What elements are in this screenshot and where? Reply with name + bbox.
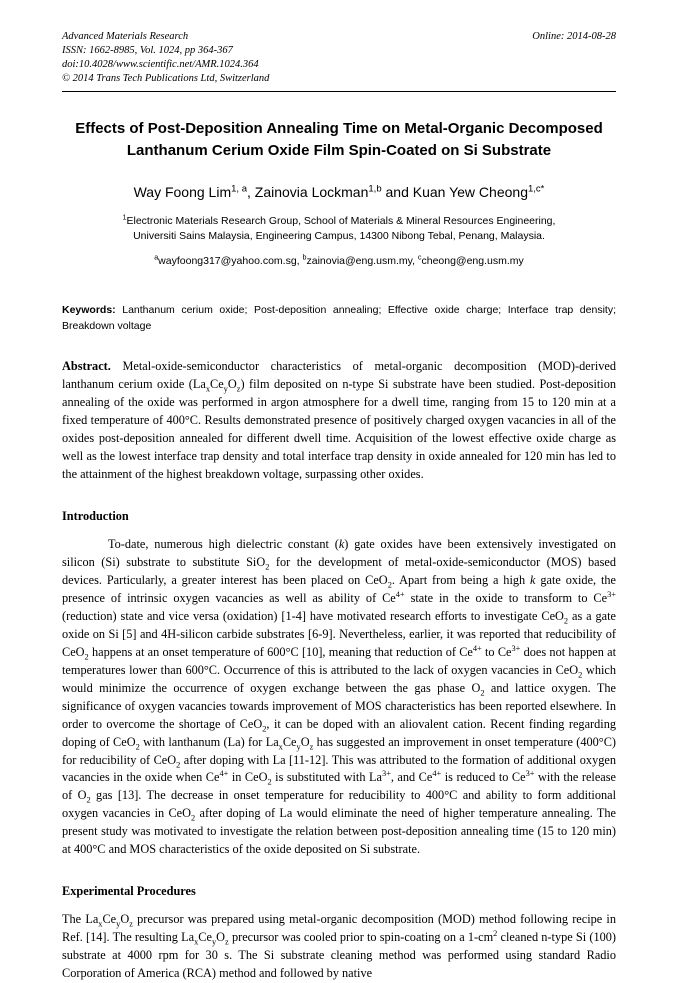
online-date: Online: 2014-08-28 — [532, 31, 616, 42]
author-list: Way Foong Lim$^{1, a}$, Zainovia Lockman$^{1,b}$ and Kuan Yew Cheong$^{1,c*}$ — [133, 183, 545, 201]
affiliation-line-1: $^1$Electronic Materials Research Group, School of Materials & Mineral Resources Engineering, — [122, 213, 556, 227]
page-header — [62, 30, 616, 85]
page-title: Effects of Post-Deposition Annealing Time on Metal-Organic Decomposed Lanthanum Cerium Oxide Film Spin-Coated on Si Substrate — [75, 120, 603, 159]
introduction-paragraph: To-date, numerous high dielectric constant (k) gate oxides have been extensively investigated on silicon (Si) substrate to substitute SiO$_2$ for the development of metal-oxide-semiconductor (MOS) based devices. Particularly, a greater interest has been placed on CeO$_2$. Apart from being a high k gate oxide, the presence of intrinsic oxygen vacancies as well as ability of $Ce^{4+}$ state in the oxide to transform to $Ce^{3+}$ (reduction) state and vice versa (oxidation) [1-4] have motivated research efforts to investigate CeO$_2$ as a gate oxide on Si [5] and 4H-silicon carbide substrates [6-9]. Nevertheless, earlier, it was reported that reducibility of CeO$_2$ happens at an onset temperature of 600°C [10], meaning that reduction of $Ce^{4+}$ to $Ce^{3+}$ does not happen at temperatures lower than 600°C. Occurrence of this is attributed to the lack of oxygen vacancies in CeO$_2$ which would minimize the occurrence of oxygen exchange between the gas phase $O_2$ and lattice oxygen. The significance of oxygen vacancies towards improvement of MOS characteristics has been reported elsewhere. In order to overcome the shortage of CeO$_2$, it can be doped with an aliovalent cation. Recent finding regarding doping of CeO$_2$ with lanthanum (La) for $La_xCe_yO_z$ has suggested an improvement in onset temperature (400°C) for reducibility of CeO$_2$ after doping with La [11-12]. This was attributed to the formation of additional oxygen vacancies in the oxide when $Ce^{4+}$ in CeO$_2$ is substituted with $La^{3+}$, and $Ce^{4+}$ is reduced to $Ce^{3+}$ with the release of $O_2$ gas [13]. The decrease in onset temperature for reducibility to 400°C and ability to form additional oxygen vacancies in CeO$_2$ after doping of La would eliminate the need of higher temperature annealing. The present study was motivated to investigate the relation between post-deposition annealing time (15 to 120 min) at 400°C and MOS characteristics of the oxide deposited on Si substrate. — [62, 537, 617, 857]
author-emails: $^a$wayfoong317@yahoo.com.sg, $^b$zainovia@eng.usm.my, $^c$cheong@eng.usm.my — [154, 253, 524, 268]
section-heading-introduction: Introduction — [62, 509, 129, 524]
keywords-text: Lanthanum cerium oxide; Post-deposition annealing; Effective oxide charge; Interface trap density; Breakdown voltage — [62, 303, 616, 333]
abstract-block: Abstract. Metal-oxide-semiconductor characteristics of metal-organic decomposition (MOD)-derived lanthanum cerium oxide $(La_xCe_yO_z)$ film deposited on n-type Si substrate have been studied. Post-deposition annealing of the oxide was performed in argon atmosphere for a dwell time, ranging from 15 to 120 min at a fixed temperature of 400°C. Results demonstrated presence of positively charged oxygen vacancies in all of the oxides post-deposition annealed for different dwell time. Acquisition of the lowest effective oxide charge as well as the lowest interface trap density and total interface trap density in oxide annealed for 120 min has led to the attainment of the highest breakdown voltage, surpassing other oxides. — [62, 359, 616, 482]
journal-name: Advanced Materials Research — [62, 31, 189, 42]
header-journal-block — [62, 30, 269, 85]
affiliation — [62, 214, 616, 246]
issn-line: ISSN: 1662-8985, Vol. 1024, pp 364-367 — [62, 44, 233, 56]
affiliation-line-2: Universiti Sains Malaysia, Engineering Campus, 14300 Nibong Tebal, Penang, Malaysia. — [133, 230, 545, 243]
keywords-block — [62, 302, 616, 335]
experimental-paragraph: The $La_xCe_yO_z$ precursor was prepared using metal-organic decomposition (MOD) method following recipe in Ref. [14]. The resulting $La_xCe_yO_z$ precursor was cooled prior to spin-coating on a $1-cm^2$ cleaned n-type Si (100) substrate at 4000 rpm for 30 s. The Si substrate cleaning method was performed using standard Radio Corporation of America (RCA) method and followed by native — [62, 912, 616, 981]
doi-line: doi:10.4028/www.scientific.net/AMR.1024.364 — [62, 58, 259, 70]
header-divider — [62, 91, 616, 92]
abstract-label: Abstract. — [62, 359, 111, 374]
section-heading-experimental: Experimental Procedures — [62, 884, 196, 899]
keywords-label: Keywords: — [62, 303, 116, 316]
copyright-line: © 2014 Trans Tech Publications Ltd, Switzerland — [62, 72, 270, 84]
